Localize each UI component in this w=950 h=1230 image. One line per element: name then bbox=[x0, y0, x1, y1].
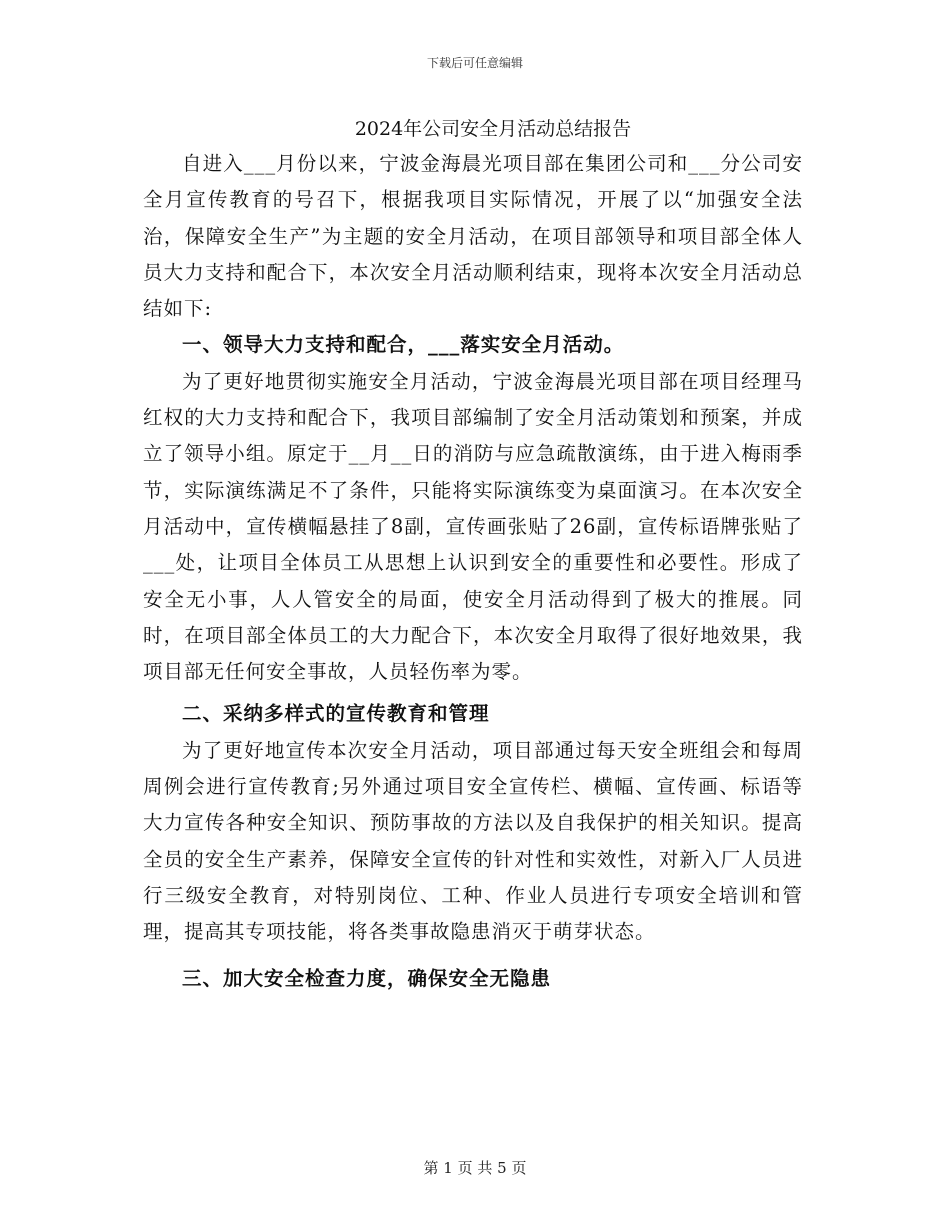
section3-heading: 三、加大安全检查力度，确保安全无隐患 bbox=[182, 966, 552, 990]
header-note: 下载后可任意编辑 bbox=[426, 56, 523, 70]
section1-heading: 一、领导大力支持和配合，___落实安全月活动。 bbox=[182, 333, 625, 357]
section2-paragraph: 为了更好地宣传本次安全月活动，项目部通过每天安全班组会和每周周例会进行宣传教育;另外通过项目安全宣传栏、横幅、宣传画、标语等大力宣传各种安全知识、预防事故的方法以及自我保护的相关知识。提高全员的安全生产素养，保障安全宣传的针对性和实效性，对新入厂人员进行三级安全教育，对特别岗位、工种、作业人员进行专项安全培训和管理，提高其专项技能，将各类事故隐患消灭于萌芽状态。 bbox=[143, 738, 803, 944]
section2-heading: 二、采纳多样式的宣传教育和管理 bbox=[182, 702, 490, 726]
section1-paragraph: 为了更好地贯彻实施安全月活动，宁波金海晨光项目部在项目经理马红权的大力支持和配合下，我项目部编制了安全月活动策划和预案，并成立了领导小组。原定于__月__日的消防与应急疏散演练，由于进入梅雨季节，实际演练满足不了条件，只能将实际演练变为桌面演习。在本次安全月活动中，宣传横幅悬挂了8副，宣传画张贴了26副，宣传标语牌张贴了___处，让项目全体员工从思想上认识到安全的重要性和必要性。形成了安全无小事，人人管安全的局面，使安全月活动得到了极大的推展。同时，在项目部全体员工的大力配合下，本次安全月取得了很好地效果，我项目部无任何安全事故，人员轻伤率为零。 bbox=[143, 369, 803, 684]
document-body bbox=[143, 112, 803, 997]
page-number-footer: 第 1 页 共 5 页 bbox=[423, 1159, 527, 1177]
document-title: 2024年公司安全月活动总结报告 bbox=[354, 118, 632, 140]
intro-paragraph: 自进入___月份以来，宁波金海晨光项目部在集团公司和___分公司安全月宣传教育的号召下，根据我项目实际情况，开展了以“加强安全法治，保障安全生产”为主题的安全月活动，在项目部领导和项目部全体人员大力支持和配合下，本次安全月活动顺利结束，现将本次安全月活动总结如下: bbox=[143, 152, 803, 321]
